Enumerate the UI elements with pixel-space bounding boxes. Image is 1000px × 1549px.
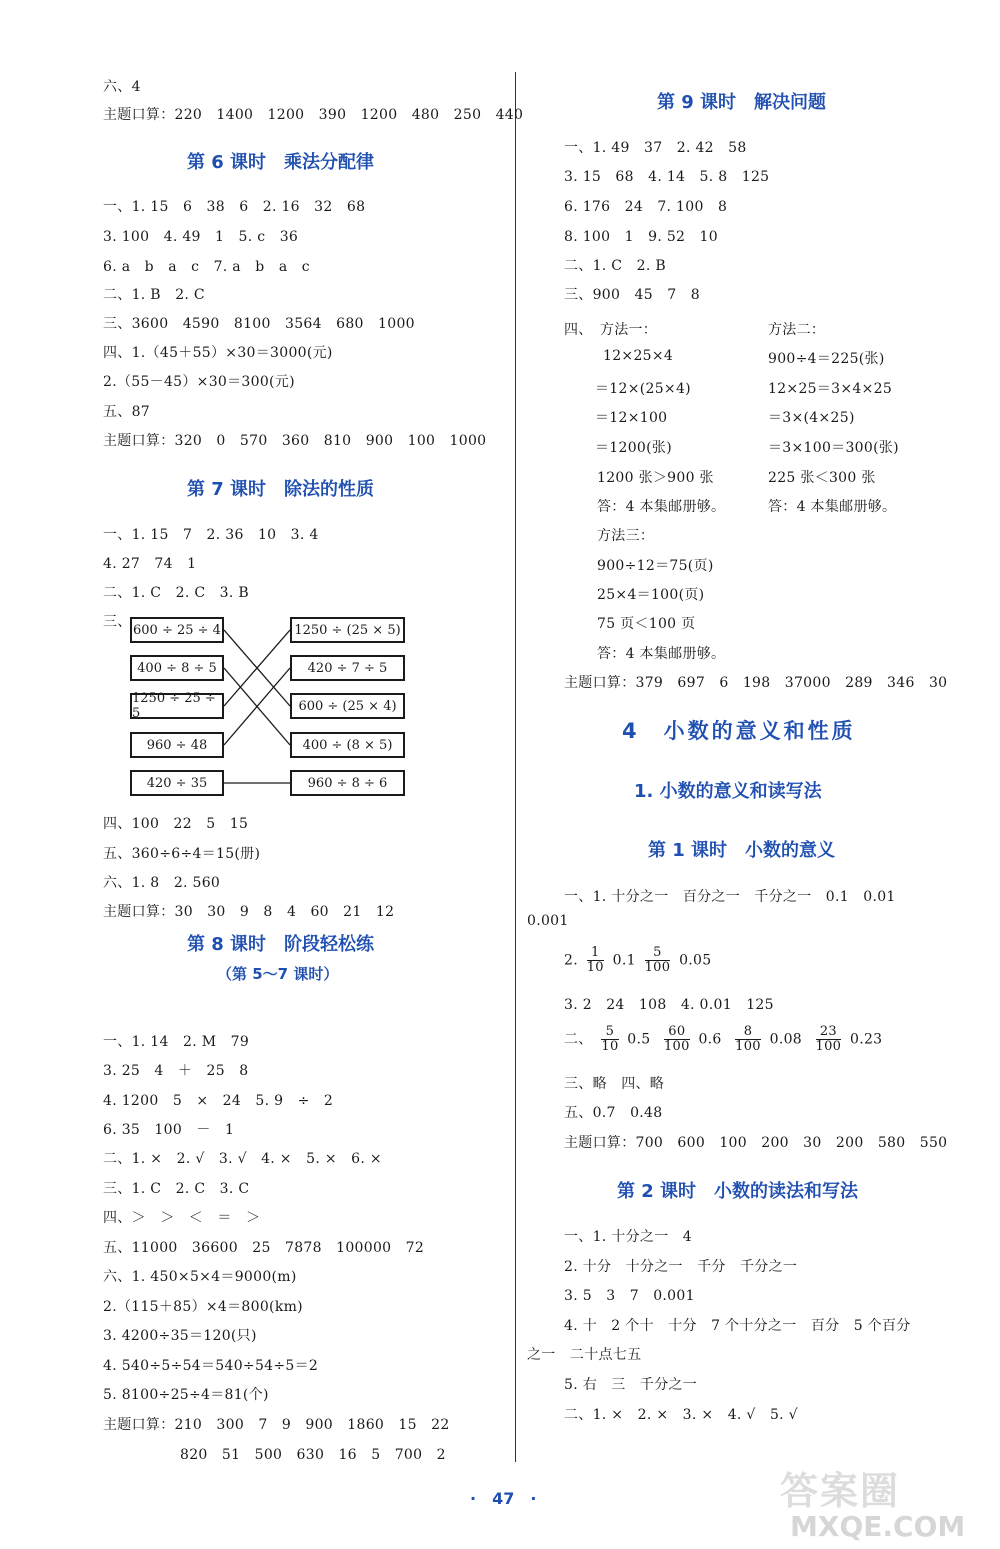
answer-line: 六、1. 450×5×4＝9000(m)	[103, 1269, 297, 1285]
lesson-6-title: 第 6 课时 乘法分配律	[187, 152, 375, 173]
answer-line: 一、1. 十分之一 百分之一 千分之一 0.1 0.01	[564, 889, 896, 905]
answer-line: 一、1. 49 37 2. 42 58	[564, 140, 747, 156]
lesson-7-title: 第 7 课时 除法的性质	[187, 479, 375, 500]
fraction: $\frac{8}{100}$	[735, 1024, 761, 1054]
answer-line: 四、100 22 5 15	[103, 816, 249, 832]
answer-line: 六、1. 8 2. 560	[103, 875, 221, 891]
method-2-line: 225 张＜300 张	[768, 470, 876, 486]
answer-line: 2.（55－45）×30＝300(元)	[103, 374, 295, 390]
answer-line: 三、略 四、略	[564, 1076, 665, 1092]
answer-line: 三、900 45 7 8	[564, 287, 700, 303]
answer-line: 二、1. × 2. √ 3. √ 4. × 5. × 6. ×	[103, 1151, 382, 1167]
section-title: 1. 小数的意义和读写法	[634, 781, 822, 802]
match-left-box: 420 ÷ 35	[130, 770, 224, 796]
method-3-line: 900÷12＝75(页)	[597, 558, 714, 574]
answer-line: 主题口算：210 300 7 9 900 1860 15 22	[103, 1417, 450, 1433]
answer-line: 一、1. 14 2. M 79	[103, 1034, 250, 1050]
lesson-8-subtitle: （第 5～7 课时）	[217, 965, 339, 983]
match-left-box: 400 ÷ 8 ÷ 5	[130, 655, 224, 681]
method-2-line: 答：4 本集邮册够。	[768, 499, 897, 515]
match-label: 三、	[103, 614, 132, 630]
match-left-box: 960 ÷ 48	[130, 732, 224, 758]
answer-line: 主题口算：30 30 9 8 4 60 21 12	[103, 904, 395, 920]
fraction: $\frac{5}{10}$	[601, 1024, 619, 1054]
answer-line: 4. 27 74 1	[103, 556, 197, 572]
match-right-box: 400 ÷ (8 × 5)	[290, 732, 405, 758]
method-3-line: 答：4 本集邮册够。	[597, 646, 726, 662]
fraction: $\frac{60}{100}$	[663, 1024, 690, 1054]
answer-line: 二、1. C 2. B	[564, 258, 666, 274]
match-left-box: 1250 ÷ 25 ÷ 5	[130, 693, 224, 719]
method-1-line: 1200 张＞900 张	[597, 470, 714, 486]
answer-line: 五、0.7 0.48	[564, 1105, 663, 1121]
answer-line: 五、11000 36600 25 7878 100000 72	[103, 1240, 425, 1256]
match-right-box: 420 ÷ 7 ÷ 5	[290, 655, 405, 681]
answer-line: 3. 2 24 108 4. 0.01 125	[564, 997, 774, 1013]
lesson-9-title: 第 9 课时 解决问题	[657, 92, 827, 113]
answer-line: 2. 十分 十分之一 千分 千分之一	[564, 1259, 798, 1275]
watermark-logo: 答案圈	[780, 1469, 901, 1513]
answer-line: 3. 5 3 7 0.001	[564, 1288, 695, 1304]
answer-line: 三、3600 4590 8100 3564 680 1000	[103, 316, 415, 332]
answer-line: 6. a b a c 7. a b a c	[103, 259, 310, 275]
answer-line: 3. 25 4 ＋ 25 8	[103, 1063, 249, 1079]
answer-line: 五、360÷6÷4＝15(册)	[103, 846, 261, 862]
match-right-box: 600 ÷ (25 × 4)	[290, 693, 405, 719]
method-1-line: ＝12×100	[595, 410, 668, 426]
answer-line: 8. 100 1 9. 52 10	[564, 229, 718, 245]
answer-line: 4. 540÷5÷54＝540÷54÷5＝2	[103, 1358, 319, 1374]
method-3-line: 25×4＝100(页)	[597, 587, 705, 603]
answer-line: 4. 十 2 个十 十分 7 个十分之一 百分 5 个百分	[564, 1318, 911, 1334]
match-left-box: 600 ÷ 25 ÷ 4	[130, 617, 224, 643]
method-2-line: 12×25＝3×4×25	[768, 381, 893, 397]
answer-line: 之一 二十点七五	[527, 1347, 642, 1363]
answer-line: 0.001	[527, 913, 569, 929]
answer-line: 主题口算：220 1400 1200 390 1200 480 250 440	[103, 107, 524, 123]
answer-line: 主题口算：320 0 570 360 810 900 100 1000	[103, 433, 487, 449]
fraction: $\frac{23}{100}$	[815, 1024, 842, 1054]
answer-line: 主题口算：700 600 100 200 30 200 580 550	[564, 1135, 948, 1151]
answer-line: 820 51 500 630 16 5 700 2	[180, 1447, 446, 1463]
answer-line: 5. 右 三 千分之一	[564, 1377, 698, 1393]
method-2-line: ＝3×(4×25)	[768, 410, 855, 426]
answer-line: 2.（115＋85）×4＝800(km)	[103, 1299, 303, 1315]
method-3-line: 75 页＜100 页	[597, 616, 696, 632]
answer-line: 二、1. B 2. C	[103, 287, 205, 303]
answer-line: 一、1. 15 7 2. 36 10 3. 4	[103, 527, 319, 543]
answer-line: 5. 8100÷25÷4＝81(个)	[103, 1387, 269, 1403]
answer-line: 3. 4200÷35＝120(只)	[103, 1328, 257, 1344]
method-3-line: 方法三：	[597, 528, 655, 544]
answer-line: 6. 35 100 － 1	[103, 1122, 235, 1138]
answer-line: 六、4	[103, 79, 141, 95]
method-1-line: 12×25×4	[603, 348, 674, 364]
answer-line: 6. 176 24 7. 100 8	[564, 199, 728, 215]
fraction: $\frac{5}{100}$	[644, 945, 671, 975]
answer-line: 三、1. C 2. C 3. C	[103, 1181, 250, 1197]
lesson-8-title: 第 8 课时 阶段轻松练	[187, 934, 375, 955]
method-1-line: 四、 方法一：	[564, 322, 658, 338]
answer-line: 四、1.（45＋55）×30＝3000(元)	[103, 345, 333, 361]
method-2-line: 900÷4＝225(张)	[768, 351, 885, 367]
answer-line: 四、＞ ＞ ＜ ＝ ＞	[103, 1210, 261, 1226]
method-1-line: ＝12×(25×4)	[595, 381, 691, 397]
method-1-line: ＝1200(张)	[595, 440, 672, 456]
match-lines	[0, 0, 515, 820]
lesson-1-title: 第 1 课时 小数的意义	[648, 840, 836, 861]
watermark-url: MXQE.COM	[790, 1510, 966, 1543]
answer-line: 五、87	[103, 404, 151, 420]
answer-line: 二、1. C 2. C 3. B	[103, 585, 249, 601]
answer-line: 3. 15 68 4. 14 5. 8 125	[564, 169, 770, 185]
answer-line: 一、1. 15 6 38 6 2. 16 32 68	[103, 199, 366, 215]
column-divider	[515, 72, 516, 1462]
fraction-line: 二、 $\frac{5}{10}$ 0.5 $\frac{60}{100}$ 0.6 $\frac{8}{100}$ 0.08 $\frac{23}{100}$ 0.23	[564, 1024, 883, 1054]
method-1-line: 答：4 本集邮册够。	[597, 499, 726, 515]
answer-line: 二、1. × 2. × 3. × 4. √ 5. √	[564, 1407, 798, 1423]
fraction-line: 2. $\frac{1}{10}$ 0.1 $\frac{5}{100}$ 0.05	[564, 945, 712, 975]
match-right-box: 960 ÷ 8 ÷ 6	[290, 770, 405, 796]
answer-line: 4. 1200 5 × 24 5. 9 ÷ 2	[103, 1093, 334, 1109]
answer-line: 主题口算：379 697 6 198 37000 289 346 30	[564, 675, 948, 691]
match-right-box: 1250 ÷ (25 × 5)	[290, 617, 405, 643]
method-2-line: ＝3×100＝300(张)	[768, 440, 899, 456]
fraction: $\frac{1}{10}$	[586, 945, 604, 975]
method-2-line: 方法二：	[768, 322, 826, 338]
lesson-2-title: 第 2 课时 小数的读法和写法	[617, 1181, 859, 1202]
unit-title: 4 小数的意义和性质	[622, 719, 856, 743]
answer-line: 一、1. 十分之一 4	[564, 1229, 693, 1245]
answer-line: 3. 100 4. 49 1 5. c 36	[103, 229, 299, 245]
page-number: · 47 ·	[470, 1489, 537, 1508]
